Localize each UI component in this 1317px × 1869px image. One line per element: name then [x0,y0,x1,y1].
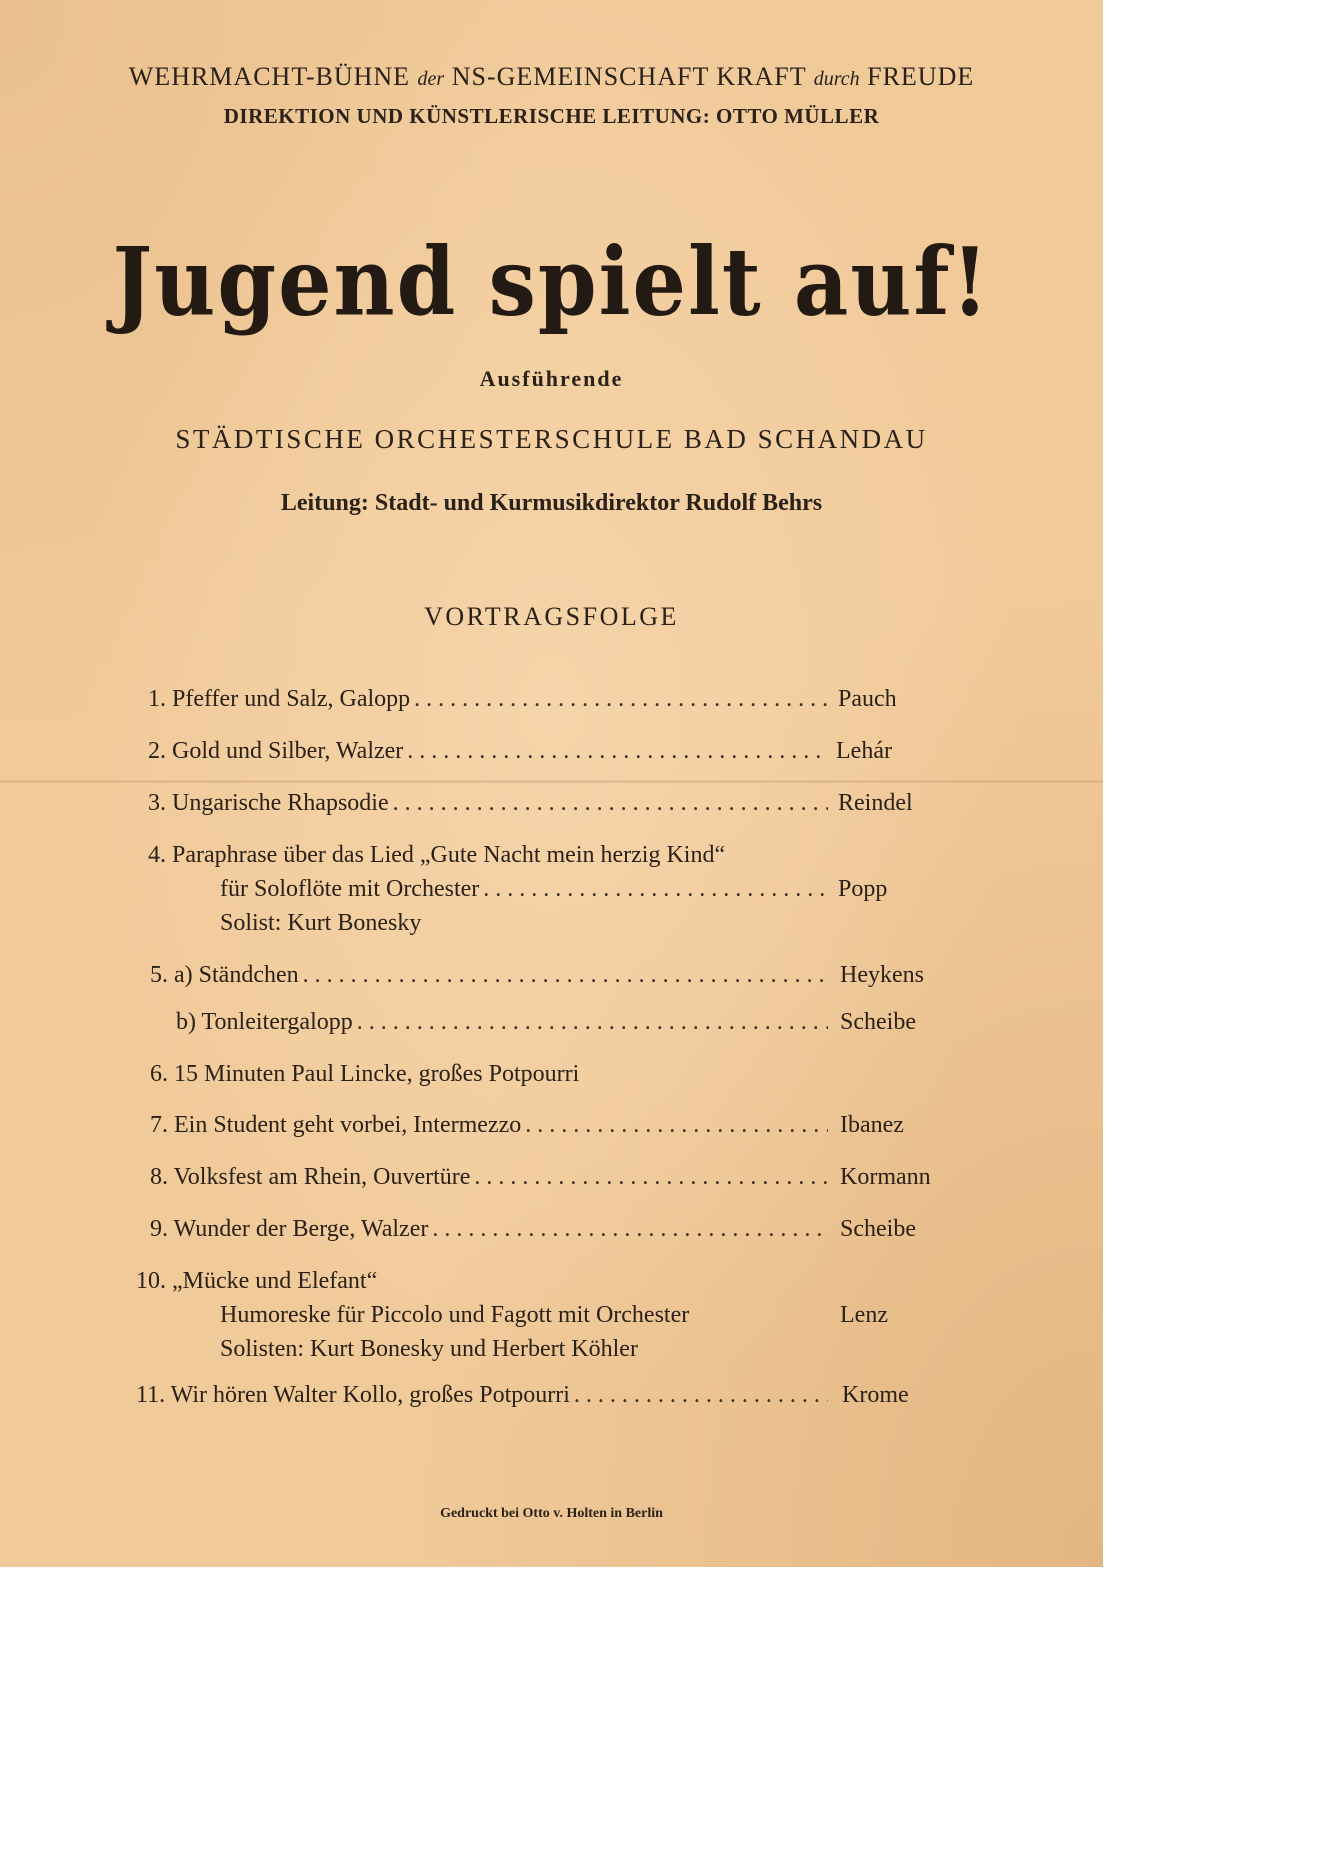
program-item-text: 8. Volksfest am Rhein, Ouvertüre [150,1164,471,1190]
program-item-text: Solisten: Kurt Bonesky und Herbert Köhler [220,1336,638,1362]
program-item [0,1007,1103,1037]
program-item-composer: Pauch [838,686,897,712]
program-item-text: 3. Ungarische Rhapsodie [148,790,389,816]
program-item-text: 7. Ein Student geht vorbei, Intermezzo [150,1112,522,1138]
header-part-3: FREUDE [867,62,975,91]
program-item [0,1380,1103,1410]
header-part-1: WEHRMACHT-BÜHNE [128,62,411,91]
program-item-text: 9. Wunder der Berge, Walzer [150,1216,429,1242]
program-item-text: Humoreske für Piccolo und Fagott mit Orchester [220,1302,690,1328]
program-item [0,788,1103,818]
program-item [0,1334,1103,1364]
program-item [0,874,1103,904]
program-item-composer: Krome [842,1382,909,1408]
school-name: STÄDTISCHE ORCHESTERSCHULE BAD SCHANDAU [175,424,928,454]
program-item-text: 11. Wir hören Walter Kollo, großes Potpourri [136,1382,570,1408]
performers-label: Ausführende [479,366,624,391]
program-item [0,1162,1103,1192]
program-item [0,840,1103,870]
program-item [0,684,1103,714]
leader-dots [299,960,828,990]
program-item-text: b) Tonleitergalopp [176,1009,353,1035]
program-item-composer: Popp [838,876,888,902]
program-item-composer: Kormann [840,1164,931,1190]
program-item-composer: Heykens [840,962,924,988]
program-item-composer: Ibanez [840,1112,904,1138]
header-line-2: DIREKTION UND KÜNSTLERISCHE LEITUNG: OTTO MÜLLER [223,104,880,128]
program-item-text: 4. Paraphrase über das Lied „Gute Nacht mein herzig Kind“ [148,842,726,868]
leader-dots [470,1162,828,1192]
program-item-composer: Lenz [840,1302,888,1328]
program-item [0,1059,1103,1089]
printer-imprint: Gedruckt bei Otto v. Holten in Berlin [440,1506,663,1521]
program-item-composer: Scheibe [840,1009,916,1035]
program-item-text: für Soloflöte mit Orchester [220,876,480,902]
conductor-line: Leitung: Stadt- und Kurmusikdirektor Rudolf Behrs [280,490,823,516]
program-item-text: 10. „Mücke und Elefant“ [136,1268,378,1294]
header-durch: durch [813,68,860,90]
header-der: der [417,68,445,90]
program-item [0,1300,1103,1330]
program-item [0,1266,1103,1296]
program-title: VORTRAGSFOLGE [424,602,679,631]
program-item [0,908,1103,938]
program-item-text: 5. a) Ständchen [150,962,299,988]
program-item-composer: Reindel [838,790,913,816]
program-item-text: 6. 15 Minuten Paul Lincke, großes Potpourri [150,1061,580,1087]
program-item-composer: Lehár [836,738,892,764]
program-item-text: Solist: Kurt Bonesky [220,910,422,936]
page-title: Jugend spielt auf! [112,226,991,337]
leader-dots [353,1007,828,1037]
leader-dots [479,874,828,904]
leader-dots [570,1380,828,1410]
program-item [0,736,1103,766]
leader-dots [403,736,828,766]
header-part-2: NS-GEMEINSCHAFT KRAFT [451,62,807,91]
leader-dots [410,684,828,714]
program-item [0,1110,1103,1140]
program-item [0,1214,1103,1244]
program-item-text: 2. Gold und Silber, Walzer [148,738,404,764]
leader-dots [389,788,828,818]
program-item [0,960,1103,990]
program-item-text: 1. Pfeffer und Salz, Galopp [148,686,411,712]
leader-dots [428,1214,828,1244]
program-item-composer: Scheibe [840,1216,916,1242]
leader-dots [521,1110,828,1140]
